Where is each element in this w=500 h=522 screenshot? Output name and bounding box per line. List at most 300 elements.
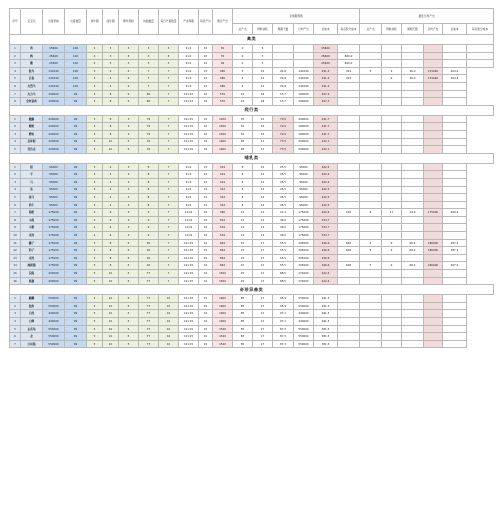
table-row — [10, 254, 494, 262]
table-cell: 5 — [119, 262, 139, 270]
table-cell — [360, 75, 382, 83]
table-cell: 5 — [360, 67, 382, 75]
table-cell: 1900 — [213, 318, 233, 326]
table-cell: 2 — [10, 123, 21, 131]
table-row — [10, 60, 494, 68]
table-cell: 100 — [65, 67, 87, 75]
table-cell: 10 — [199, 98, 213, 106]
table-cell: 8 — [103, 239, 119, 247]
table-cell: 4 — [87, 224, 103, 232]
table-cell: 79 — [139, 123, 159, 131]
table-cell — [424, 254, 443, 262]
table-cell: 火烈鸟 — [21, 82, 43, 90]
table-cell: 12 — [253, 82, 273, 90]
table-cell: 85 — [233, 302, 253, 310]
table-cell: 1500 — [213, 270, 233, 278]
table-cell: 99 — [65, 178, 87, 186]
table-cell: 66.4 — [402, 262, 424, 270]
table-cell: 8 — [233, 171, 253, 179]
table-cell: 12×6 — [179, 232, 199, 240]
table-cell — [402, 340, 424, 348]
table-cell — [382, 295, 402, 303]
table-cell: 36.0 — [273, 224, 294, 232]
table-cell: 200000 — [43, 270, 65, 278]
table-cell — [424, 115, 443, 123]
table-cell — [382, 82, 402, 90]
table-cell: 10 — [159, 333, 179, 341]
table-cell: 30 — [213, 45, 233, 53]
table-cell — [360, 325, 382, 333]
sub-cost-2: 总成本 — [443, 24, 467, 35]
table-cell: 99 — [65, 340, 87, 348]
table-cell: 17 — [253, 295, 273, 303]
table-cell — [424, 98, 443, 106]
table-cell: 1900 — [213, 302, 233, 310]
section-title: 爬行类 — [10, 105, 494, 115]
table-cell: 17 — [253, 325, 273, 333]
table-cell: 浣熊 — [21, 270, 43, 278]
table-cell: 12×15 — [179, 277, 199, 285]
table-cell: 205000 — [294, 247, 314, 255]
table-cell: 5 — [119, 333, 139, 341]
table-cell — [360, 130, 382, 138]
table-cell: 175000 — [424, 209, 443, 217]
table-cell: 220000 — [43, 115, 65, 123]
table-cell: 35 — [233, 130, 253, 138]
table-cell: 175000 — [43, 247, 65, 255]
table-cell: 25600 — [314, 45, 338, 53]
table-cell: 8 — [233, 194, 253, 202]
table-cell — [382, 318, 402, 326]
table-cell — [360, 146, 382, 154]
table-cell: 99 — [65, 146, 87, 154]
table-cell: 95000 — [43, 163, 65, 171]
table-cell: 13 — [10, 254, 21, 262]
table-row — [10, 201, 494, 209]
table-cell: 99 — [65, 239, 87, 247]
table-cell: 1 — [10, 163, 21, 171]
table-cell: 10 — [199, 340, 213, 348]
table-cell: 95000 — [294, 201, 314, 209]
table-cell: 3 — [87, 90, 103, 98]
table-cell: 8 — [10, 98, 21, 106]
table-cell — [443, 224, 467, 232]
table-cell: 25600 — [314, 52, 338, 60]
table-cell: 334.7 — [314, 224, 338, 232]
table-cell: 9×4 — [179, 82, 199, 90]
table-cell — [402, 310, 424, 318]
table-cell: 241.7 — [314, 130, 338, 138]
table-cell — [424, 325, 443, 333]
table-cell: 8 — [103, 98, 119, 106]
table-cell — [360, 302, 382, 310]
col-cycle: 产出周期 — [179, 9, 199, 35]
table-cell — [424, 146, 443, 154]
table-cell: 190000 — [294, 90, 314, 98]
table-cell: 15 — [199, 67, 213, 75]
table-cell: 7 — [159, 123, 179, 131]
table-cell: 246000 — [424, 262, 443, 270]
table-cell: 77 — [139, 270, 159, 278]
table-cell — [382, 60, 402, 68]
table-cell — [402, 277, 424, 285]
table-cell: 55.5 — [273, 254, 294, 262]
table-cell: 7 — [159, 209, 179, 217]
table-cell: 10 — [103, 318, 119, 326]
table-cell: 440000 — [294, 310, 314, 318]
table-cell: 12 — [233, 232, 253, 240]
table-cell: 12×12 — [179, 98, 199, 106]
table-cell: 6 — [253, 45, 273, 53]
table-cell: 5 — [119, 254, 139, 262]
table-cell: 7 — [159, 254, 179, 262]
table-cell: 297.4 — [443, 262, 467, 270]
table-cell: 291.2 — [314, 67, 338, 75]
table-cell: 9 — [139, 216, 159, 224]
table-cell: 3 — [119, 224, 139, 232]
table-cell: 3 — [10, 310, 21, 318]
table-cell: 12 — [253, 67, 273, 75]
table-cell: 190000 — [43, 98, 65, 106]
table-cell — [360, 138, 382, 146]
table-cell — [273, 60, 294, 68]
table-cell: 15 — [199, 178, 213, 186]
table-cell: 10 — [199, 295, 213, 303]
table-cell: 12×15 — [179, 130, 199, 138]
table-cell: 291.3 — [314, 295, 338, 303]
table-cell: 10 — [199, 239, 213, 247]
table-cell: 17 — [253, 254, 273, 262]
table-cell — [382, 277, 402, 285]
table-cell — [443, 171, 467, 179]
table-cell: 9×2 — [179, 60, 199, 68]
table-cell: 4 — [103, 194, 119, 202]
table-row — [10, 45, 494, 53]
table-cell: 10 — [103, 310, 119, 318]
table-cell: 鸡 — [21, 45, 43, 53]
table-cell: 6 — [10, 82, 21, 90]
table-cell: 3 — [119, 209, 139, 217]
table-cell: 550000 — [43, 325, 65, 333]
table-cell: 3 — [119, 171, 139, 179]
table-cell: 87.3 — [273, 333, 294, 341]
table-cell: 8 — [233, 163, 253, 171]
table-cell: 15 — [199, 45, 213, 53]
table-cell — [402, 178, 424, 186]
table-cell: 222.4 — [314, 277, 338, 285]
table-cell: 玄武龟 — [21, 325, 43, 333]
table-row — [10, 163, 494, 171]
table-cell: 3 — [103, 45, 119, 53]
table-cell: 175000 — [294, 232, 314, 240]
table-cell: 17 — [253, 146, 273, 154]
table-cell: 99 — [65, 262, 87, 270]
table-cell: 18 — [253, 98, 273, 106]
table-cell: 3 — [119, 178, 139, 186]
table-cell: 442.4 — [314, 194, 338, 202]
table-cell — [382, 178, 402, 186]
table-cell: 10 — [103, 270, 119, 278]
table-cell: 205000 — [294, 262, 314, 270]
table-cell: 99 — [65, 171, 87, 179]
table-cell: 18 — [253, 90, 273, 98]
table-cell — [360, 295, 382, 303]
table-cell: 324 — [213, 163, 233, 171]
table-cell: 12×15 — [179, 325, 199, 333]
table-cell: 变色龙 — [21, 146, 43, 154]
table-cell: 14 — [10, 262, 21, 270]
table-cell — [443, 115, 467, 123]
table-cell: 5 — [87, 340, 103, 348]
table-cell: 4 — [103, 201, 119, 209]
table-cell: 12×12 — [179, 90, 199, 98]
table-cell: 22 — [233, 98, 253, 106]
sub-daily: 日均产出 — [294, 24, 314, 35]
table-cell — [443, 310, 467, 318]
table-cell — [443, 254, 467, 262]
table-cell — [382, 115, 402, 123]
table-cell: 400.4 — [443, 209, 467, 217]
table-cell — [338, 254, 360, 262]
group-best-daily: 最佳日均产出 — [360, 9, 494, 24]
table-cell: 3 — [87, 163, 103, 171]
table-cell: 9×4 — [179, 75, 199, 83]
table-cell: 12×15 — [179, 340, 199, 348]
table-cell: 25.5 — [273, 186, 294, 194]
table-cell — [402, 254, 424, 262]
table-cell — [443, 325, 467, 333]
table-row — [10, 186, 494, 194]
table-cell: 2 — [87, 52, 103, 60]
table-cell: 10 — [199, 130, 213, 138]
table-cell: 24.8 — [273, 67, 294, 75]
table-cell — [467, 52, 494, 60]
table-cell: 324 — [213, 201, 233, 209]
table-cell: 4 — [10, 318, 21, 326]
table-cell: 7 — [159, 247, 179, 255]
table-cell: 55.5 — [273, 247, 294, 255]
table-cell: 242.1 — [314, 138, 338, 146]
table-cell: 3 — [87, 75, 103, 83]
table-cell — [382, 146, 402, 154]
table-cell — [424, 232, 443, 240]
table-cell: 老虎 — [21, 254, 43, 262]
spreadsheet — [9, 8, 491, 348]
table-cell: 99 — [65, 163, 87, 171]
table-cell: 3 — [119, 130, 139, 138]
table-cell: 10 — [199, 318, 213, 326]
table-cell: 97.1 — [273, 310, 294, 318]
table-cell: 8 — [103, 247, 119, 255]
table-cell — [382, 254, 402, 262]
table-cell: 5 — [87, 270, 103, 278]
table-row — [10, 130, 494, 138]
table-cell — [382, 270, 402, 278]
table-cell: 131040 — [43, 82, 65, 90]
table-cell: 蜥蜴 — [21, 115, 43, 123]
table-cell — [443, 295, 467, 303]
table-cell: 486 — [213, 82, 233, 90]
table-cell: 2 — [87, 45, 103, 53]
table-cell: 7 — [159, 90, 179, 98]
table-row — [10, 178, 494, 186]
table-cell: 15 — [253, 130, 273, 138]
table-cell — [424, 90, 443, 98]
table-cell: 36 — [213, 60, 233, 68]
table-cell: 老虎 — [21, 232, 43, 240]
table-cell: 70.5 — [273, 123, 294, 131]
table-cell: 12 — [253, 75, 273, 83]
table-cell — [338, 310, 360, 318]
table-row — [10, 123, 494, 131]
table-cell: 9×4 — [179, 194, 199, 202]
table-cell: 金丝雀鸡 — [21, 98, 43, 106]
table-cell: 87.3 — [273, 340, 294, 348]
table-cell: 15 — [233, 254, 253, 262]
table-cell: 442.4 — [314, 186, 338, 194]
table-cell: 12×15 — [179, 318, 199, 326]
table-cell: 440000 — [43, 318, 65, 326]
table-cell: 1 — [10, 295, 21, 303]
table-cell: 骆驼 — [21, 209, 43, 217]
table-cell: 5 — [360, 239, 382, 247]
table-cell: 95000 — [294, 171, 314, 179]
table-cell: 131040 — [424, 67, 443, 75]
table-cell — [443, 216, 467, 224]
table-cell — [402, 325, 424, 333]
table-cell — [382, 138, 402, 146]
table-cell: 独角 — [21, 302, 43, 310]
table-cell: 131040 — [43, 75, 65, 83]
table-cell: 66.4 — [402, 247, 424, 255]
section-title: 禽类 — [10, 35, 494, 45]
table-cell: 1900 — [213, 146, 233, 154]
table-cell: 12×15 — [179, 247, 199, 255]
col-qty: 出售数量 — [65, 9, 87, 35]
table-cell: 17 — [253, 277, 273, 285]
table-cell — [443, 333, 467, 341]
table-cell: 3 — [87, 67, 103, 75]
table-cell: 5 — [360, 262, 382, 270]
table-cell: 7 — [159, 216, 179, 224]
table-cell: 12×15 — [179, 295, 199, 303]
table-cell: 131040 — [424, 75, 443, 83]
table-cell: 85 — [233, 325, 253, 333]
table-cell: 4 — [119, 67, 139, 75]
table-cell: 95000 — [43, 171, 65, 179]
table-cell: 82 — [139, 90, 159, 98]
table-cell: 12×15 — [179, 310, 199, 318]
table-cell: 220000 — [43, 146, 65, 154]
table-cell — [382, 163, 402, 171]
table-cell: 99 — [65, 90, 87, 98]
table-row — [10, 295, 494, 303]
col-price: 出售价格 — [43, 9, 65, 35]
table-cell: 246.6 — [314, 247, 338, 255]
table-cell: 9×4 — [179, 163, 199, 171]
table-cell — [338, 163, 360, 171]
table-cell: 8 — [103, 123, 119, 131]
table-cell: 7 — [10, 340, 21, 348]
table-cell: 8 — [103, 90, 119, 98]
table-cell: 36.0 — [402, 75, 424, 83]
table-cell: 12 — [253, 201, 273, 209]
table-cell — [443, 130, 467, 138]
table-cell: 1540 — [213, 325, 233, 333]
table-cell: 9 — [10, 224, 21, 232]
table-cell: 鸵鸟 — [21, 67, 43, 75]
table-cell: 5 — [87, 310, 103, 318]
section-title: 奇珍异兽类 — [10, 285, 494, 295]
table-cell — [424, 216, 443, 224]
table-cell: 10 — [199, 247, 213, 255]
table-cell: 99 — [65, 277, 87, 285]
table-cell — [338, 146, 360, 154]
table-cell: 440000 — [43, 310, 65, 318]
table-cell: 246.6 — [314, 239, 338, 247]
table-cell: 3 — [10, 178, 21, 186]
table-cell: 9 — [382, 247, 402, 255]
table-cell: 12 — [233, 224, 253, 232]
table-cell: 3 — [87, 123, 103, 131]
table-cell — [382, 224, 402, 232]
table-row — [10, 310, 494, 318]
table-cell: 290000 — [294, 146, 314, 154]
table-cell: 4 — [103, 171, 119, 179]
table-cell: 85 — [233, 295, 253, 303]
table-cell: 10 — [103, 277, 119, 285]
table-cell: 25 — [233, 277, 253, 285]
table-cell: 7 — [159, 138, 179, 146]
table-cell — [402, 45, 424, 53]
table-cell: 0 — [233, 52, 253, 60]
table-row — [10, 262, 494, 270]
table-cell: 99 — [65, 115, 87, 123]
table-cell — [402, 216, 424, 224]
table-cell: 1500 — [213, 277, 233, 285]
table-cell: 88.5 — [273, 277, 294, 285]
table-cell: 442.4 — [314, 201, 338, 209]
table-cell: 287.4 — [443, 247, 467, 255]
table-row — [10, 67, 494, 75]
table-cell: 550000 — [43, 295, 65, 303]
table-cell: 297.3 — [314, 98, 338, 106]
table-cell: 12×15 — [179, 123, 199, 131]
table-cell: 85 — [233, 333, 253, 341]
table-cell: 10 — [199, 333, 213, 341]
table-cell: 10 — [103, 138, 119, 146]
table-cell: 12 — [253, 186, 273, 194]
col-init-qty: 初始数量 — [139, 9, 159, 35]
table-cell: 97.1 — [273, 318, 294, 326]
table-cell: 7 — [159, 186, 179, 194]
table-cell: 蟒蛇 — [21, 123, 43, 131]
table-cell: 550000 — [294, 325, 314, 333]
table-cell: 3 — [119, 232, 139, 240]
table-cell: 4 — [87, 209, 103, 217]
table-cell: 99 — [65, 123, 87, 131]
table-cell: 15 — [199, 75, 213, 83]
table-cell: 440000 — [294, 318, 314, 326]
table-cell: 小熊 — [21, 216, 43, 224]
table-cell — [360, 310, 382, 318]
table-cell: 17 — [253, 270, 273, 278]
breeding-table — [9, 8, 494, 348]
table-cell: 404.4 — [443, 67, 467, 75]
table-row — [10, 115, 494, 123]
table-cell: 3 — [119, 60, 139, 68]
table-cell: 8 — [139, 194, 159, 202]
